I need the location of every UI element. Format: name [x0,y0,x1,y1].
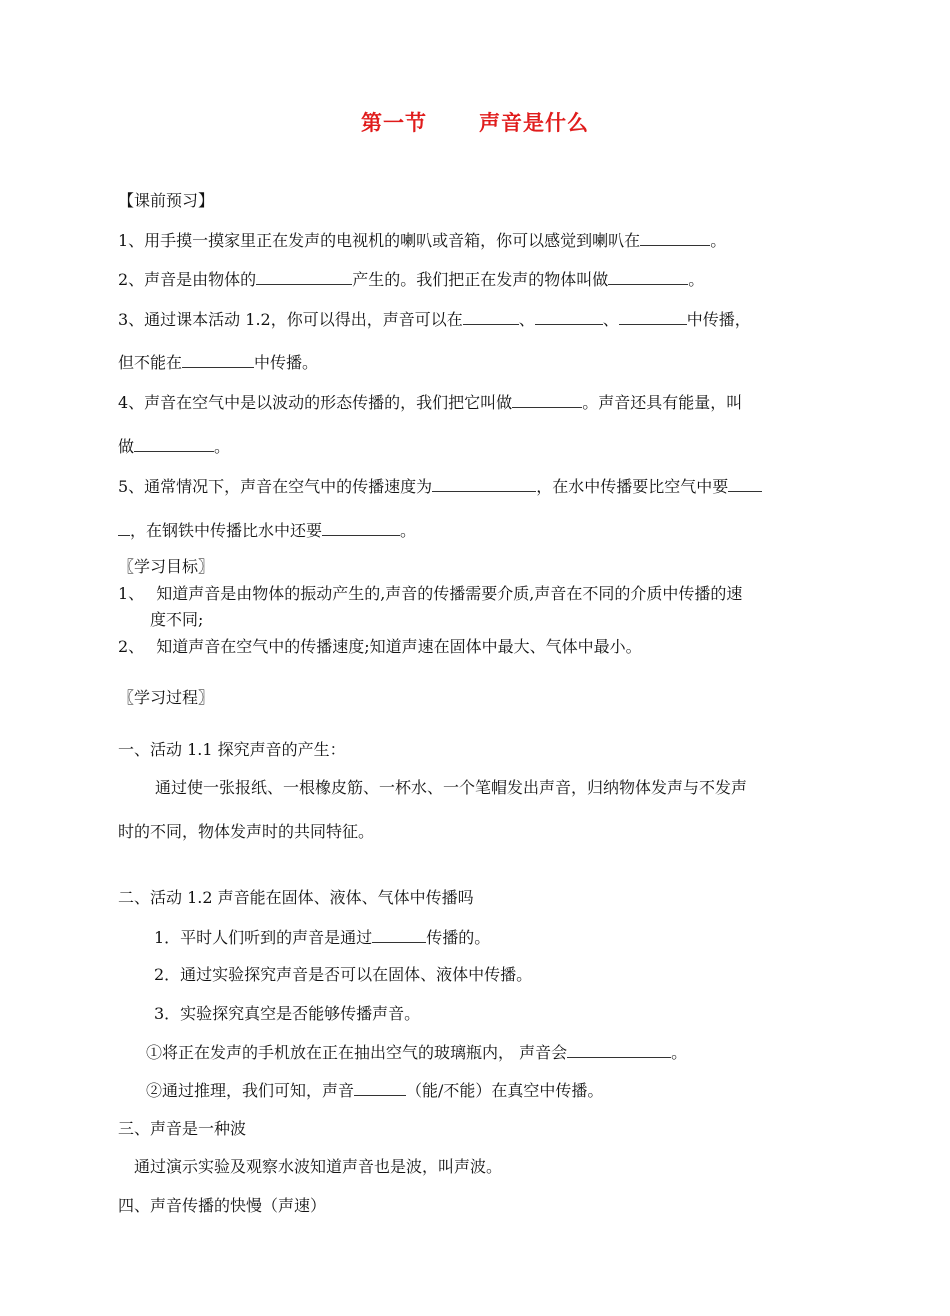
section-1-heading: 一、活动 1.1 探究声音的产生： [118,740,346,759]
preview-heading: 【课前预习】 [118,191,215,210]
answer-blank[interactable] [134,436,214,452]
question-5: 5、通常情况下，声音在空气中的传播速度为 ，在水中传播要比空气中要 [118,476,762,497]
question-2: 2、声音是由物体的 产生的。我们把正在发声的物体叫做 。 [118,270,705,289]
page-title [0,107,950,137]
question-3-cont: 但不能在 中传播。 [118,353,319,372]
section-2-circle-2: ②通过推理，我们可知，声音 （能/不能）在真空中传播。 [146,1081,604,1100]
question-4-cont: 做 。 [118,437,231,456]
answer-blank[interactable] [640,230,710,246]
goal-1-cont: 度不同; [150,610,204,629]
section-title: 声音是什么 [479,110,589,135]
process-heading: 〖学习过程〗 [118,688,215,707]
answer-blank[interactable] [354,1080,406,1096]
section-2-item-1: 1．平时人们听到的声音是通过 传播的。 [154,928,491,947]
section-2-heading: 二、活动 1.2 声音能在固体、液体、气体中传播吗 [118,888,474,907]
question-1: 1、用手摸一摸家里正在发声的电视机的喇叭或音箱，你可以感觉到喇叭在 。 [118,231,727,250]
section-4-heading: 四、声音传播的快慢（声速） [118,1196,327,1215]
section-1-paragraph: 通过使一张报纸、一根橡皮筋、一杯水、一个笔帽发出声音，归纳物体发声与不发声 [155,778,748,797]
answer-blank[interactable] [512,392,582,408]
question-4: 4、声音在空气中是以波动的形态传播的，我们把它叫做 。声音还具有能量，叫 [118,393,743,412]
answer-blank[interactable] [118,520,130,536]
answer-blank[interactable] [322,520,400,536]
answer-blank[interactable] [567,1042,671,1058]
answer-blank[interactable] [619,309,687,325]
section-3-paragraph: 通过演示实验及观察水波知道声音也是波，叫声波。 [134,1157,503,1176]
answer-blank[interactable] [535,309,603,325]
answer-blank[interactable] [608,269,688,285]
goals-heading: 〖学习目标〗 [118,557,215,576]
question-5-cont: ，在钢铁中传播比水中还要 。 [118,520,416,541]
section-2-item-2: 2．通过实验探究声音是否可以在固体、液体中传播。 [154,965,533,984]
section-number: 第一节 [361,110,427,135]
answer-blank[interactable] [463,309,519,325]
section-3-heading: 三、声音是一种波 [118,1119,247,1138]
section-2-item-3: 3．实验探究真空是否能够传播声音。 [154,1004,421,1023]
answer-blank[interactable] [182,352,254,368]
question-3: 3、通过课本活动 1.2，你可以得出，声音可以在 、 、 中传播， [118,310,751,329]
answer-blank[interactable] [432,476,536,492]
answer-blank[interactable] [372,927,426,943]
section-1-paragraph-cont: 时的不同，物体发声时的共同特征。 [118,822,375,841]
section-2-circle-1: ①将正在发声的手机放在正在抽出空气的玻璃瓶内， 声音会 。 [146,1043,688,1062]
goal-1: 1、 知道声音是由物体的振动产生的,声音的传播需要介质,声音在不同的介质中传播的速 [118,584,743,603]
answer-blank[interactable] [728,476,762,492]
answer-blank[interactable] [256,269,352,285]
goal-2: 2、 知道声音在空气中的传播速度;知道声速在固体中最大、气体中最小。 [118,637,642,656]
